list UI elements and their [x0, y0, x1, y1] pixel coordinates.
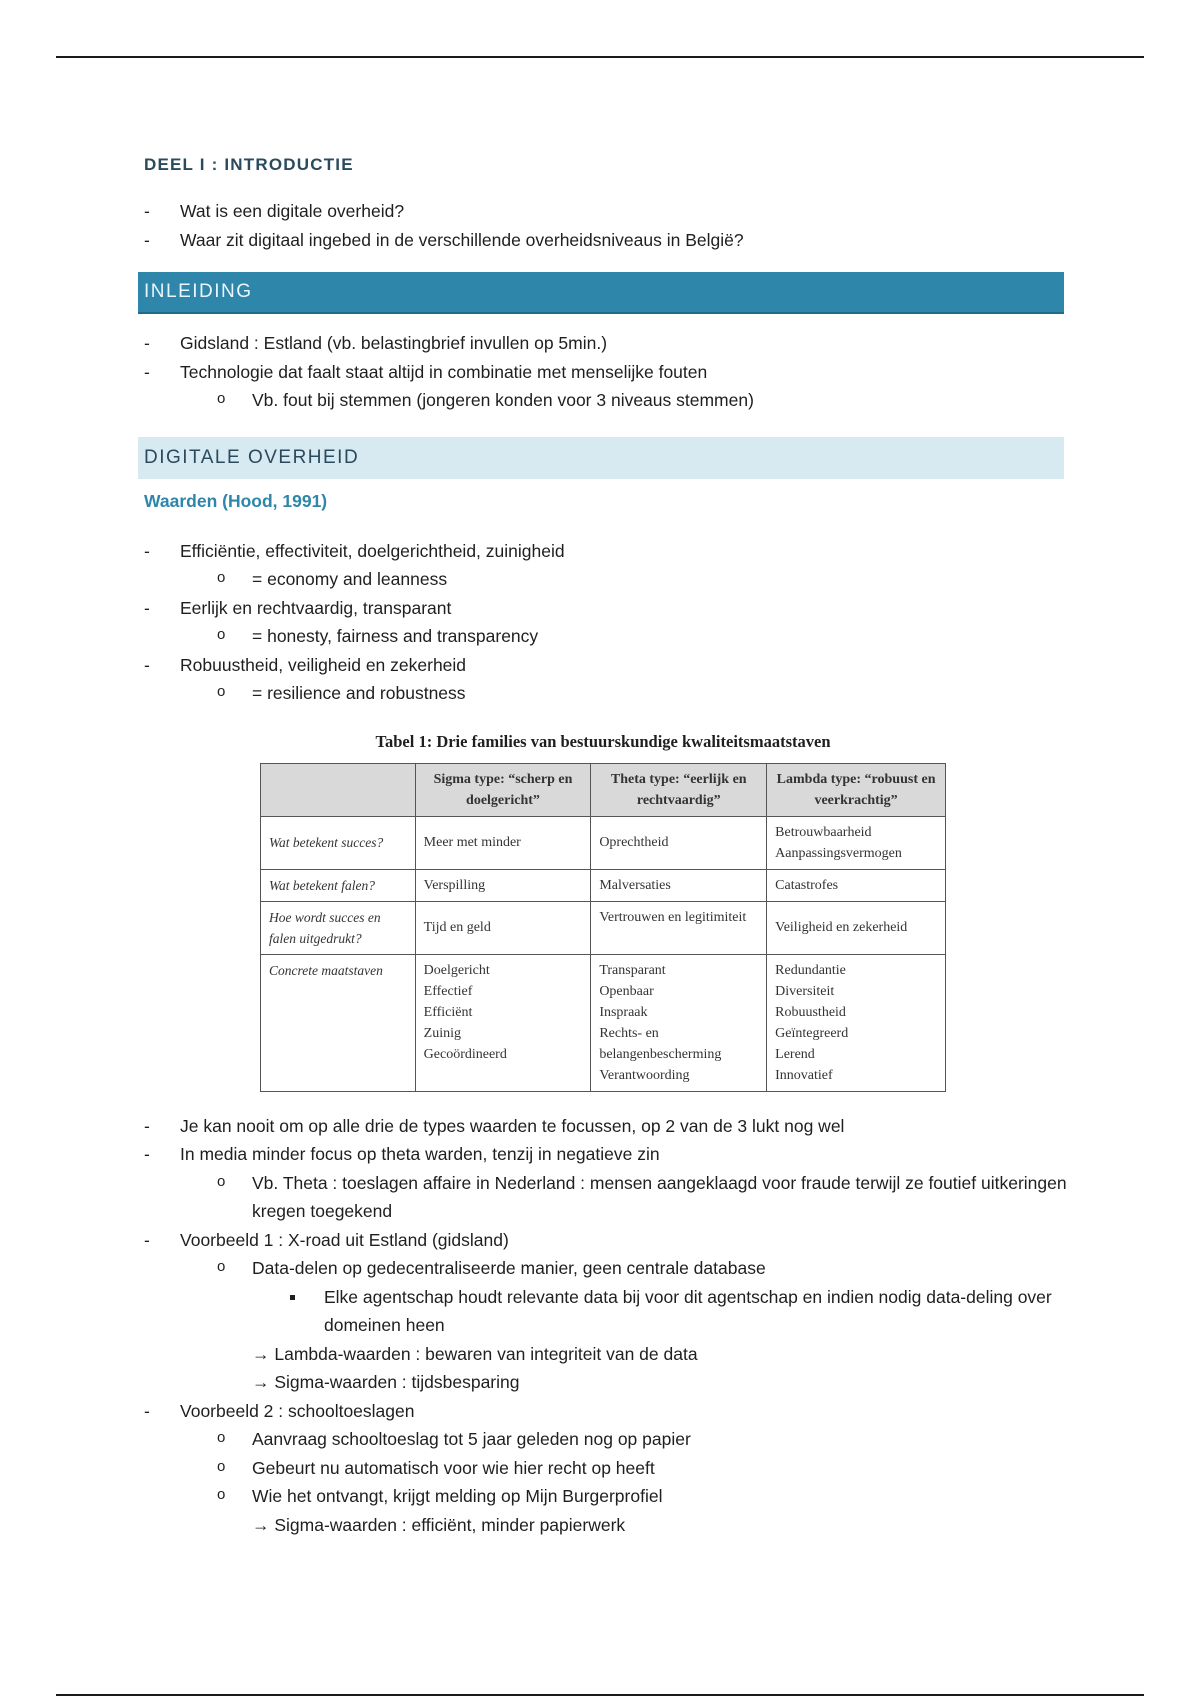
table-cell: Catastrofes: [767, 869, 946, 901]
list-item: - Gidsland : Estland (vb. belastingbrief invullen op 5min.): [138, 329, 1068, 358]
row-label: Concrete maatstaven: [261, 954, 416, 1091]
sub-list-item: o Vb. Theta : toeslagen affaire in Nederland : mensen aangeklaagd voor fraude terwijl ze foutief uitkeringen kregen toegekend: [138, 1169, 1068, 1226]
document-body: [138, 150, 1068, 1539]
sub-list-item: o = honesty, fairness and transparency: [138, 622, 1068, 651]
column-header-lambda: Lambda type: “robuust en veerkrachtig”: [767, 763, 946, 816]
sub-list-item: o Gebeurt nu automatisch voor wie hier recht op heeft: [138, 1454, 1068, 1483]
table-corner-cell: [261, 763, 416, 816]
list-item: - Je kan nooit om op alle drie de types waarden te focussen, op 2 van de 3 lukt nog wel: [138, 1112, 1068, 1141]
table-cell: Malversaties: [591, 869, 767, 901]
list-item-text: Technologie dat faalt staat altijd in combinatie met menselijke fouten: [180, 361, 708, 382]
after-table-list: [138, 1112, 1068, 1540]
table-cell: Tijd en geld: [415, 901, 591, 954]
sub-list-item: o Data-delen op gedecentraliseerde manier, geen centrale database: [138, 1254, 1068, 1283]
table-cell: Doelgericht Effectief Efficiënt Zuinig Gecoördineerd: [415, 954, 591, 1091]
inleiding-list: [138, 329, 1068, 415]
list-item: [138, 358, 1068, 415]
sub-list-item: o Vb. fout bij stemmen (jongeren konden voor 3 niveaus stemmen): [138, 386, 1068, 415]
table-cell: Redundantie Diversiteit Robuustheid Geïntegreerd Lerend Innovatief: [767, 954, 946, 1091]
values-list: [138, 537, 1068, 708]
table-cell: Verspilling: [415, 869, 591, 901]
list-item: [138, 594, 1068, 651]
table-header-row: [261, 763, 946, 816]
list-item: - Waar zit digitaal ingebed in de verschillende overheidsniveaus in België?: [138, 226, 1068, 255]
table-cell: Veiligheid en zekerheid: [767, 901, 946, 954]
list-item-text: Voorbeeld 2 : schooltoeslagen: [180, 1400, 415, 1421]
sub-list-item: o = resilience and robustness: [138, 679, 1068, 708]
table-row: [261, 869, 946, 901]
sub-list-item: o Wie het ontvangt, krijgt melding op Mijn Burgerprofiel: [138, 1482, 1068, 1511]
list-item-text: Efficiëntie, effectiviteit, doelgerichtheid, zuinigheid: [180, 540, 565, 561]
list-item-text: Eerlijk en rechtvaardig, transparant: [180, 597, 452, 618]
list-item-text: Robuustheid, veiligheid en zekerheid: [180, 654, 467, 675]
sub-list-item: o Aanvraag schooltoeslag tot 5 jaar geleden nog op papier: [138, 1425, 1068, 1454]
column-header-theta: Theta type: “eerlijk en rechtvaardig”: [591, 763, 767, 816]
bullet-item: Elke agentschap houdt relevante data bij voor dit agentschap en indien nodig data-deling over domeinen heen: [138, 1283, 1068, 1340]
table-cell: Meer met minder: [415, 816, 591, 869]
arrow-note: → Sigma-waarden : tijdsbesparing: [252, 1372, 520, 1392]
table-cell: Vertrouwen en legitimiteit: [591, 901, 767, 954]
footer-rule: [56, 1694, 1144, 1696]
list-item: [138, 537, 1068, 594]
list-item-text: In media minder focus op theta warden, tenzij in negatieve zin: [180, 1144, 660, 1164]
subheading-waarden: Waarden (Hood, 1991): [144, 490, 328, 511]
header-rule: [56, 56, 1144, 58]
arrow-note: → Lambda-waarden : bewaren van integriteit van de data: [252, 1343, 698, 1364]
arrow-note: → Sigma-waarden : efficiënt, minder papierwerk: [252, 1514, 626, 1535]
section-heading-inleiding: INLEIDING: [138, 272, 1064, 314]
row-label: Hoe wordt succes en falen uitgedrukt?: [261, 901, 416, 954]
table-row: [261, 816, 946, 869]
list-item-text: Voorbeeld 1 : X-road uit Estland (gidsland): [180, 1229, 509, 1250]
row-label: Wat betekent falen?: [261, 869, 416, 901]
part-title: DEEL I : INTRODUCTIE: [144, 155, 354, 174]
table-cell: Transparant Openbaar Inspraak Rechts- en belangenbescherming Verantwoording: [591, 954, 767, 1091]
table-figure: [138, 732, 1068, 1092]
table-caption: Tabel 1: Drie families van bestuurskundige kwaliteitsmaatstaven: [375, 731, 831, 751]
row-label: Wat betekent succes?: [261, 816, 416, 869]
sub-list-item: o = economy and leanness: [138, 565, 1068, 594]
table-row: [261, 954, 946, 1091]
list-item: [138, 1140, 1068, 1226]
list-item: [138, 1226, 1068, 1397]
table-row: [261, 901, 946, 954]
table-cell: Oprechtheid: [591, 816, 767, 869]
list-item: - Wat is een digitale overheid?: [138, 197, 1068, 226]
list-item: [138, 1397, 1068, 1540]
quality-standards-table: [260, 763, 946, 1092]
section-heading-digitale-overheid: DIGITALE OVERHEID: [138, 437, 1064, 479]
table-cell: Betrouwbaarheid Aanpassingsvermogen: [767, 816, 946, 869]
list-item: [138, 651, 1068, 708]
column-header-sigma: Sigma type: “scherp en doelgericht”: [415, 763, 591, 816]
intro-list: [138, 197, 1068, 254]
